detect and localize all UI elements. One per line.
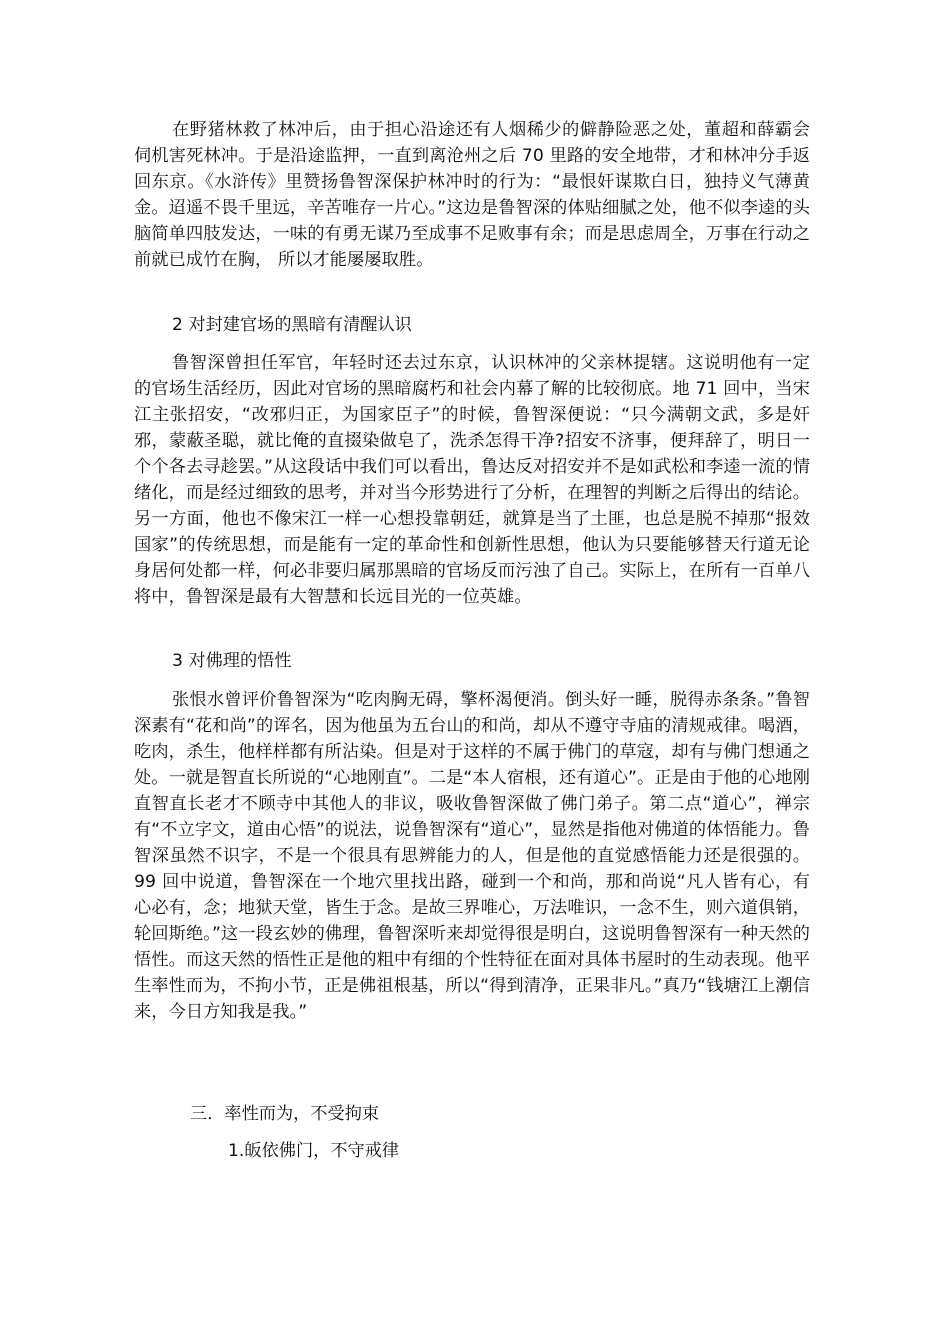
- section-heading-buddhism: 3 对佛理的悟性: [172, 651, 292, 671]
- paragraph-lin-chong-rescue: 在野猪林救了林冲后，由于担心沿途还有人烟稀少的僻静险恶之处，董超和薛霸会伺机害死林冲。于是沿途监押，一直到离沧州之后 70 里路的安全地带，才和林冲分手返回东京。《水浒传》里赞扬鲁智深保护林冲时的行为：“最恨奸谋欺白日，独持义气薄黄金。迢遥不畏千里远，辛苦唯存一片心。”这边是鲁智深的体贴细腻之处，他不似李逵的头脑简单四肢发达，一味的有勇无谋乃至成事不足败事有余；而是思虑周全，万事在行动之前就已成竹在胸， 所以才能屡屡取胜。: [134, 120, 810, 270]
- paragraph-officialdom: 鲁智深曾担任军官，年轻时还去过东京，认识林冲的父亲林提辖。这说明他有一定的官场生活经历，因此对官场的黑暗腐朽和社会内幕了解的比较彻底。地 71 回中，当宋江主张招安，“改邪归正，为国家臣子”的时候，鲁智深便说：“只今满朝文武，多是奸邪，蒙蔽圣聪，就比俺的直掇染做皂了，洗杀怎得干净?招安不济事，便拜辞了，明日一个个各去寻趁罢。”从这段话中我们可以看出，鲁达反对招安并不是如武松和李逵一流的情绪化，而是经过细致的思考，并对当今形势进行了分析，在理智的判断之后得出的结论。另一方面，他也不像宋江一样一心想投靠朝廷，就算是当了土匪，也总是脱不掉那“报效国家”的传统思想，而是能有一定的革命性和创新性思想，他认为只要能够替天行道无论身居何处都一样，何必非要归属那黑暗的官场反而污浊了自己。实际上，在所有一百单八将中，鲁智深是最有大智慧和长远目光的一位英雄。: [134, 353, 810, 607]
- section-heading-officialdom: 2 对封建官场的黑暗有清醒认识: [172, 315, 412, 335]
- paragraph-buddhism: 张恨水曾评价鲁智深为“吃肉胸无碍，擎杯渴便消。倒头好一睡，脱得赤条条。”鲁智深素有“花和尚”的诨名，因为他虽为五台山的和尚，却从不遵守寺庙的清规戒律。喝酒，吃肉，杀生，他样样都有所沾染。但是对于这样的不属于佛门的草寇，却有与佛门想通之处。一就是智直长所说的“心地刚直”。二是“本人宿根，还有道心”。正是由于他的心地刚直智直长老才不顾寺中其他人的非议，吸收鲁智深做了佛门弟子。第二点“道心”，禅宗有“不立字文，道由心悟”的说法，说鲁智深有“道心”，显然是指他对佛道的体悟能力。鲁智深虽然不识字，不是一个很具有思辨能力的人，但是他的直觉感悟能力还是很强的。99 回中说道，鲁智深在一个地穴里找出路，碰到一个和尚，那和尚说“凡人皆有心，有心必有，念；地狱天堂，皆生于念。是故三界唯心，万法唯识，一念不生，则六道俱销，轮回斯绝。”这一段玄妙的佛理，鲁智深听来却觉得很是明白，这说明鲁智深有一种天然的悟性。而这天然的悟性正是他的粗中有细的个性特征在面对具体书屋时的生动表现。他平生率性而为，不拘小节，正是佛祖根基，所以“得到清净，正果非凡。”真乃“钱塘江上潮信来，今日方知我是我。”: [134, 690, 810, 1022]
- subsection-heading-precepts: 1.皈依佛门，不守戒律: [228, 1141, 400, 1161]
- chapter-heading-free-spirit: 三．率性而为，不受拘束: [190, 1104, 380, 1124]
